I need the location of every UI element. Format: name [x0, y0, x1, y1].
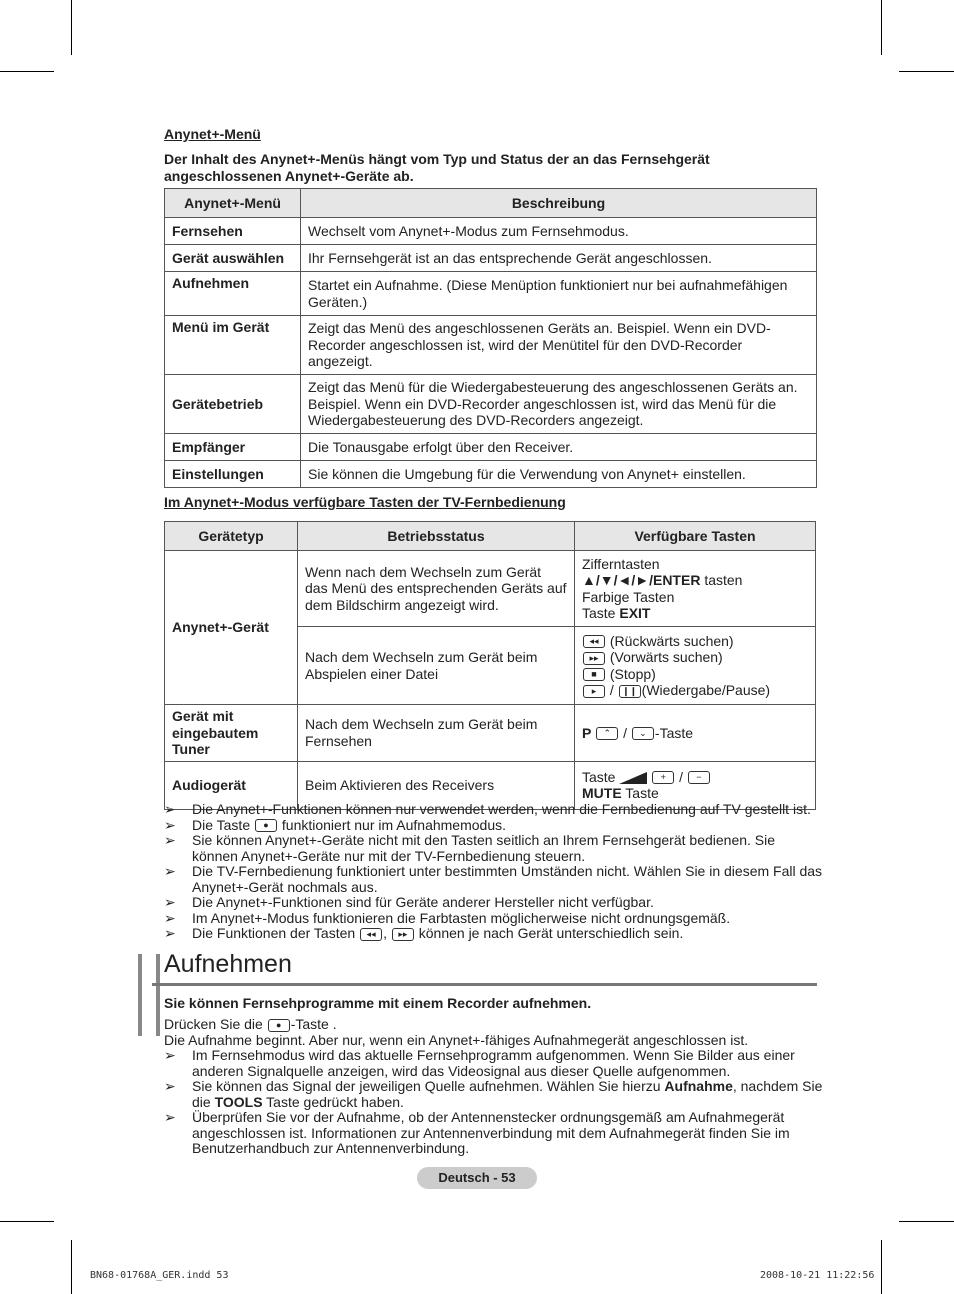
- notes-list: [164, 802, 824, 942]
- record-icon: ●: [268, 1019, 290, 1032]
- operating-status: Wenn nach dem Wechseln zum Gerät das Menü des entsprechenden Geräts auf dem Bildschirm angezeigt wird.: [298, 551, 575, 627]
- key-text: tasten: [700, 572, 743, 588]
- key-text: (Wiedergabe/Pause): [641, 682, 771, 698]
- crop-mark: [71, 0, 72, 55]
- play-icon: ▸: [583, 685, 605, 698]
- arrow-icon: ➢: [164, 909, 176, 926]
- remote-keys-table: [164, 521, 816, 810]
- key-text: (Stopp): [609, 665, 656, 682]
- note-text: Taste gedrückt haben.: [262, 1093, 404, 1110]
- menu-item-description: Wechselt vom Anynet+-Modus zum Fernsehmodus.: [301, 218, 817, 245]
- note-text: , nachdem Sie die: [192, 1078, 823, 1110]
- list-item: [164, 911, 824, 927]
- section-heading: Im Anynet+-Modus verfügbare Tasten der TV-Fernbedienung: [164, 494, 566, 510]
- column-header: Beschreibung: [301, 189, 817, 218]
- key-text: (Rückwärts suchen): [609, 632, 734, 649]
- section-title: Aufnehmen: [164, 950, 292, 978]
- key-text: -Taste: [654, 724, 694, 741]
- pause-icon: ❙❙: [619, 685, 641, 698]
- key-line: Taste + / −: [582, 769, 808, 786]
- menu-item-name: Empfänger: [165, 434, 301, 461]
- list-item: [164, 818, 824, 834]
- list-item: [164, 1110, 824, 1157]
- crop-mark: [899, 71, 954, 72]
- key-line: ▸ / ❙❙ (Wiedergabe/Pause): [582, 682, 808, 699]
- arrow-icon: ➢: [164, 1078, 176, 1094]
- crop-mark: [0, 71, 54, 72]
- menu-item-name: Fernsehen: [165, 218, 301, 245]
- menu-item-description: Zeigt das Menü für die Wiedergabesteuerung des angeschlossenen Geräts an. Beispiel. Wenn ein DVD-Recorder angeschlossen ist, wird das Menü für die Wiedergabesteuerung des DVD-Recorders angezeigt.: [301, 375, 817, 434]
- key-line: [582, 605, 808, 622]
- note-text: können je nach Gerät unterschiedlich sein.: [418, 925, 684, 941]
- device-type: Audiogerät: [165, 761, 298, 809]
- crop-mark: [881, 0, 882, 55]
- table-row: [165, 245, 817, 272]
- note-text: TOOLS: [214, 1093, 263, 1110]
- arrow-icon: ➢: [164, 1109, 176, 1125]
- record-icon: ●: [255, 819, 277, 832]
- menu-item-name: Gerät auswählen: [165, 245, 301, 272]
- arrow-icon: ➢: [164, 832, 176, 848]
- list-item: [164, 1079, 824, 1110]
- arrow-icon: ➢: [164, 816, 176, 833]
- column-header: Anynet+-Menü: [165, 189, 301, 218]
- key-line: [582, 666, 808, 683]
- key-line: [582, 649, 808, 666]
- crop-mark: [0, 1221, 54, 1222]
- section-subtitle: Sie können Fernsehprogramme mit einem Recorder aufnehmen.: [164, 995, 592, 1011]
- section-body: [164, 1017, 824, 1157]
- column-header: Gerätetyp: [165, 522, 298, 551]
- operating-status: Nach dem Wechseln zum Gerät beim Fernsehen: [298, 705, 575, 762]
- table-row: [165, 316, 817, 375]
- channel-up-icon: ⌃: [596, 727, 618, 740]
- section-heading: Anynet+-Menü: [164, 126, 261, 142]
- section-bar: [138, 954, 160, 1036]
- volume-up-icon: +: [652, 771, 674, 784]
- note-text: Die Anynet+-Funktionen sind für Geräte anderer Hersteller nicht verfügbar.: [192, 894, 654, 910]
- footer-timestamp: 2008-10-21 11:22:56: [760, 1270, 875, 1281]
- key-text: ▲/▼/◄/►/: [582, 572, 653, 588]
- table-row: [165, 375, 817, 434]
- table-row: [165, 551, 816, 627]
- key-text: ENTER: [652, 572, 701, 588]
- note-text: Überprüfen Sie vor der Aufnahme, ob der Antennenstecker ordnungsgemäß am Aufnahmegerät angeschlossen ist. Informationen zur Antennenverbindung mit dem Aufnahmegerät finden Sie im Benutzerhandbuch zur Antennenverbindung.: [192, 1109, 790, 1156]
- device-type: Anynet+-Gerät: [165, 551, 298, 705]
- table-row: [165, 218, 817, 245]
- arrow-icon: ➢: [164, 925, 176, 941]
- note-text: Sie können Anynet+-Geräte nicht mit den Tasten seitlich an Ihrem Fernsehgerät bedienen. Sie können Anynet+-Geräte nur mit der TV-Fernbedienung steuern.: [192, 832, 776, 864]
- available-keys: [575, 551, 816, 627]
- key-text: (Vorwärts suchen): [609, 649, 723, 665]
- arrow-icon: ➢: [164, 1047, 176, 1063]
- body-line: [164, 1017, 824, 1033]
- rewind-icon: ◂◂: [360, 928, 382, 941]
- table-row: [165, 705, 816, 762]
- key-line: [582, 572, 808, 589]
- list-item: [164, 833, 824, 864]
- arrow-icon: ➢: [164, 863, 176, 879]
- menu-item-name: Aufnehmen: [165, 272, 301, 316]
- available-keys: [575, 627, 816, 705]
- body-text: Drücken Sie die: [164, 1016, 263, 1032]
- body-text: -Taste .: [290, 1016, 337, 1032]
- key-line: [582, 633, 808, 650]
- device-type: Gerät mit eingebautem Tuner: [165, 705, 298, 762]
- table-row: [165, 272, 817, 316]
- table-row: [165, 434, 817, 461]
- note-text: Sie können das Signal der jeweiligen Quelle aufnehmen. Wählen Sie hierzu: [192, 1078, 665, 1094]
- key-text: EXIT: [619, 605, 651, 621]
- crop-mark: [881, 1240, 882, 1294]
- note-text: Aufnahme: [664, 1078, 733, 1094]
- list-item: ➢ Die Funktionen der Tasten ◂◂ , ▸▸ können je nach Gerät unterschiedlich sein.: [164, 925, 684, 941]
- menu-item-description: Zeigt das Menü des angeschlossenen Geräts an. Beispiel. Wenn ein DVD-Recorder angeschlossen ist, wird der Menütitel für den DVD-Recorder angezeigt.: [301, 316, 817, 375]
- operating-status: Beim Aktivieren des Receivers: [298, 761, 575, 809]
- list-item: [164, 1048, 824, 1079]
- key-text: Taste: [582, 768, 616, 785]
- note-text: Im Anynet+-Modus funktionieren die Farbtasten möglicherweise nicht ordnungsgemäß.: [192, 909, 731, 926]
- volume-down-icon: −: [688, 771, 710, 784]
- available-keys: P ⌃ / ⌄ -Taste: [575, 705, 816, 762]
- key-text: Taste: [621, 785, 659, 801]
- operating-status: Nach dem Wechseln zum Gerät beim Abspielen einer Datei: [298, 627, 575, 705]
- channel-down-icon: ⌄: [632, 727, 654, 740]
- volume-icon: [619, 772, 647, 784]
- menu-item-description: Startet ein Aufnahme. (Diese Menüption funktioniert nur bei aufnahmefähigen Geräten.): [301, 272, 817, 316]
- arrow-icon: ➢: [164, 894, 176, 910]
- crop-mark: [71, 1240, 72, 1294]
- list-item: [164, 802, 824, 818]
- rewind-icon: ◂◂: [583, 635, 605, 648]
- fast-forward-icon: ▸▸: [392, 928, 414, 941]
- fast-forward-icon: ▸▸: [583, 652, 605, 665]
- footer-file: BN68-01768A_GER.indd 53: [90, 1270, 229, 1281]
- key-line: [582, 785, 808, 802]
- menu-item-name: Einstellungen: [165, 461, 301, 488]
- key-text: Taste: [582, 605, 620, 621]
- key-text: MUTE: [582, 785, 622, 801]
- page-number: Deutsch - 53: [417, 1167, 537, 1189]
- note-text: Die Taste: [192, 816, 251, 833]
- stop-icon: ■: [583, 668, 605, 681]
- list-item: [164, 895, 824, 911]
- section-intro: Der Inhalt des Anynet+-Menüs hängt vom Typ und Status der an das Fernsehgerät angeschlossenen Anynet+-Geräte ab.: [164, 151, 710, 184]
- note-text: Im Fernsehmodus wird das aktuelle Fernsehprogramm aufgenommen. Wenn Sie Bilder aus einer anderen Signalquelle anzeigen, wird das Videosignal aus dieser Quelle aufgenommen.: [192, 1047, 795, 1079]
- body-text: Die Aufnahme beginnt. Aber nur, wenn ein Anynet+-fähiges Aufnahmegerät angeschlossen ist.: [164, 1031, 749, 1048]
- anynet-menu-table: [164, 188, 817, 488]
- note-text: Die TV-Fernbedienung funktioniert unter bestimmten Umständen nicht. Wählen Sie in diesem Fall das Anynet+-Gerät nochmals aus.: [192, 863, 823, 895]
- key-text: Farbige Tasten: [582, 588, 675, 605]
- column-header: Betriebsstatus: [298, 522, 575, 551]
- menu-item-description: Ihr Fernsehgerät ist an das entsprechende Gerät angeschlossen.: [301, 245, 817, 272]
- crop-mark: [899, 1221, 954, 1222]
- menu-item-name: Gerätebetrieb: [165, 375, 301, 434]
- column-header: Verfügbare Tasten: [575, 522, 816, 551]
- table-row: [165, 461, 817, 488]
- divider: [152, 983, 817, 986]
- menu-item-name: Menü im Gerät: [165, 316, 301, 375]
- key-text: P: [582, 724, 592, 741]
- menu-item-description: Sie können die Umgebung für die Verwendung von Anynet+ einstellen.: [301, 461, 817, 488]
- key-text: Zifferntasten: [582, 555, 660, 572]
- menu-item-description: Die Tonausgabe erfolgt über den Receiver.: [301, 434, 817, 461]
- arrow-icon: ➢: [164, 801, 176, 817]
- note-text: Die Funktionen der Tasten: [192, 925, 356, 941]
- note-text: Die Anynet+-Funktionen können nur verwendet werden, wenn die Fernbedienung auf TV gestellt ist.: [192, 801, 811, 817]
- note-text: funktioniert nur im Aufnahmemodus.: [281, 816, 507, 833]
- list-item: [164, 864, 824, 895]
